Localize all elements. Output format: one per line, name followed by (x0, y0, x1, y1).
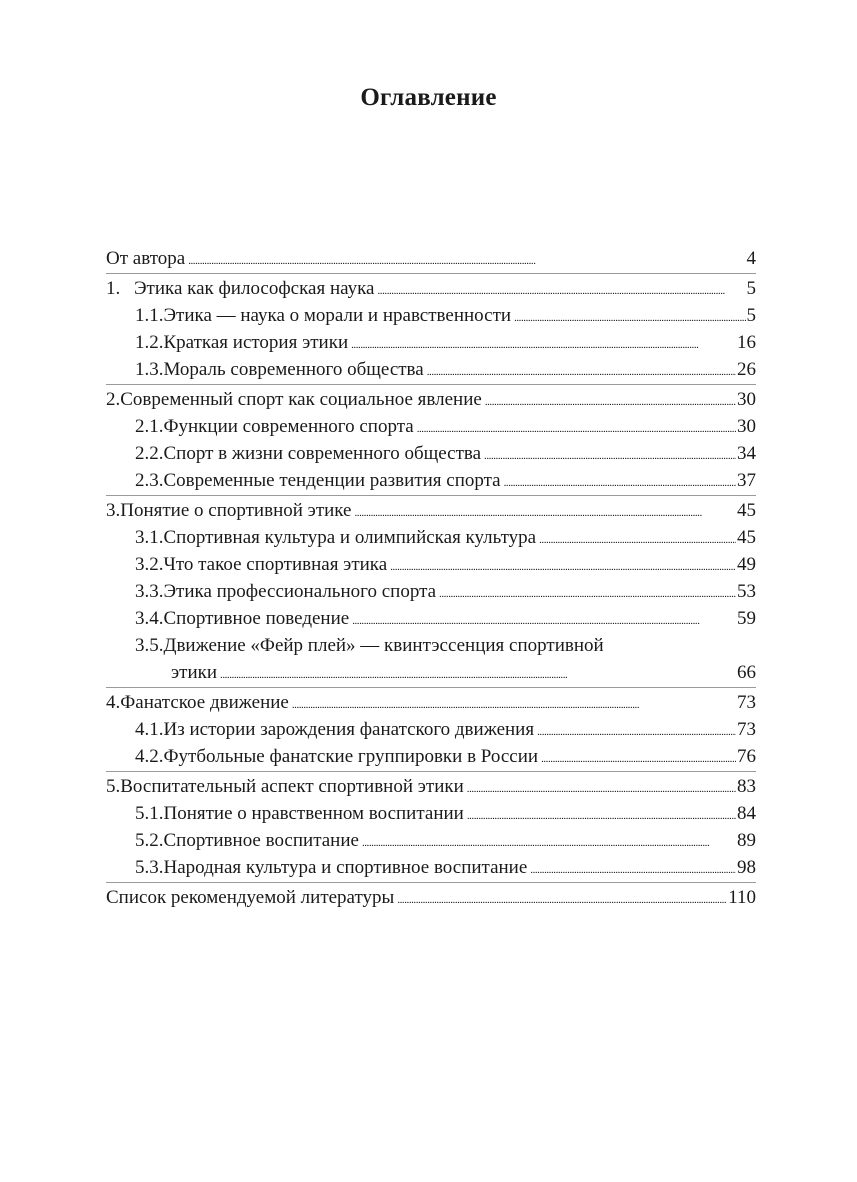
toc-entry-section-1-2[interactable] (106, 329, 756, 356)
toc-leader-dots (539, 524, 736, 554)
toc-group-chapter-1 (106, 273, 756, 384)
toc-entry-title: Народная культура и спортивное воспитание (163, 857, 528, 878)
toc-entry-title: Понятие о спортивной этике (120, 500, 352, 521)
toc-leader-dots (427, 356, 736, 386)
toc-entry-page: 5 (746, 278, 756, 299)
toc-entry-title: Спортивная культура и олимпийская культура (163, 527, 537, 548)
toc-leader-dots (417, 413, 736, 443)
toc-entry-page: 110 (728, 887, 756, 908)
toc-entry-number: 4. (106, 692, 121, 713)
toc-entry-title: Этика — наука о морали и нравственности (163, 305, 512, 326)
toc-entry-number: 1.1. (135, 305, 164, 326)
toc-entry-page: 66 (737, 662, 756, 683)
toc-entry-page: 73 (737, 692, 756, 713)
toc-entry-page: 73 (737, 719, 756, 740)
toc-leader-dots (362, 827, 736, 857)
toc-entry-section-4-2[interactable] (106, 743, 756, 770)
toc-leader-dots (530, 854, 736, 884)
toc-leader-dots (390, 551, 736, 581)
toc-entry-section-1-3[interactable] (106, 356, 756, 383)
toc-entry-number: 3. (106, 500, 121, 521)
toc-leader-dots (537, 716, 736, 746)
toc-entry-title: Спорт в жизни современного общества (163, 443, 482, 464)
toc-entry-page: 45 (737, 527, 756, 548)
toc-leader-dots (188, 245, 745, 275)
toc-entry-title: Футбольные фанатские группировки в России (163, 746, 539, 767)
page-title: Оглавление (360, 84, 497, 111)
toc-leader-dots (485, 386, 736, 416)
toc-entry-number: 3.3. (135, 581, 164, 602)
toc-entry-page: 4 (746, 248, 756, 269)
toc-leader-dots (354, 497, 736, 527)
toc-group-author (106, 244, 756, 273)
toc-entry-section-3-1[interactable] (106, 524, 756, 551)
toc-entry-number: 5.1. (135, 803, 164, 824)
toc-entry-section-2-1[interactable] (106, 413, 756, 440)
toc-entry-title: Что такое спортивная этика (163, 554, 388, 575)
toc-entry-title: От автора (106, 248, 186, 269)
toc-entry-number: 1.2. (135, 332, 164, 353)
toc-entry-page: 84 (737, 803, 756, 824)
toc-entry-title: Фанатское движение (120, 692, 289, 713)
toc-entry-title: Мораль современного общества (163, 359, 424, 380)
toc-group-chapter-4 (106, 687, 756, 771)
toc-entry-bibliography[interactable] (106, 884, 756, 911)
toc-leader-dots (467, 773, 736, 803)
toc-leader-dots (220, 659, 736, 689)
toc-entry-chapter-2[interactable] (106, 386, 756, 413)
toc-group-chapter-2 (106, 384, 756, 495)
toc-entry-page: 30 (737, 389, 756, 410)
toc-entry-number: 3.2. (135, 554, 164, 575)
toc-leader-dots (351, 329, 736, 359)
toc-entry-page: 76 (737, 746, 756, 767)
toc-entry-title: Современный спорт как социальное явление (120, 389, 482, 410)
toc-entry-title: Понятие о нравственном воспитании (163, 803, 464, 824)
toc-entry-page: 30 (737, 416, 756, 437)
toc-entry-section-1-1[interactable] (106, 302, 756, 329)
toc-group-bibliography (106, 882, 756, 912)
toc-entry-chapter-3[interactable] (106, 497, 756, 524)
toc-entry-section-2-3[interactable] (106, 467, 756, 494)
toc-entry-chapter-4[interactable] (106, 689, 756, 716)
toc-entry-title: Краткая история этики (163, 332, 349, 353)
toc-entry-page: 53 (737, 581, 756, 602)
toc-entry-title: Список рекомендуемой литературы (106, 887, 395, 908)
toc-entry-section-3-2[interactable] (106, 551, 756, 578)
toc-entry-number: 5. (106, 776, 121, 797)
toc-entry-page: 89 (737, 830, 756, 851)
toc-entry-title: Движение «Фейр плей» — квинтэссенция спортивной (163, 635, 604, 656)
toc-entry-page: 98 (737, 857, 756, 878)
toc-entry-number: 5.3. (135, 857, 164, 878)
toc-entry-number: 2.3. (135, 470, 164, 491)
toc-group-chapter-5 (106, 771, 756, 882)
toc-entry-chapter-5[interactable] (106, 773, 756, 800)
toc-entry-section-2-2[interactable] (106, 440, 756, 467)
toc-leader-dots (397, 884, 727, 914)
toc-entry-page: 59 (737, 608, 756, 629)
toc-group-chapter-3 (106, 495, 756, 687)
toc-entry-number: 1. (106, 278, 121, 299)
toc-entry-title: Спортивное воспитание (163, 830, 359, 851)
toc-entry-title: Спортивное поведение (163, 608, 350, 629)
toc-leader-dots (541, 743, 736, 773)
toc-entry-number: 2.1. (135, 416, 164, 437)
toc-entry-title: Этика профессионального спорта (163, 581, 437, 602)
toc-entry-page: 34 (737, 443, 756, 464)
toc-entry-title: Современные тенденции развития спорта (163, 470, 501, 491)
toc-leader-dots (514, 302, 745, 332)
toc-entry-section-3-3[interactable] (106, 578, 756, 605)
toc-entry-chapter-1[interactable] (106, 275, 756, 302)
toc-entry-title: Функции современного спорта (163, 416, 414, 437)
toc-entry-section-5-3[interactable] (106, 854, 756, 881)
toc-leader-dots (467, 800, 736, 830)
toc-entry-section-4-1[interactable] (106, 716, 756, 743)
toc-entry-number: 5.2. (135, 830, 164, 851)
toc-entry-section-3-4[interactable] (106, 605, 756, 632)
toc-entry-number: 2.2. (135, 443, 164, 464)
toc-leader-dots (378, 275, 746, 305)
toc-entry-page: 5 (746, 305, 756, 326)
toc-entry-page: 45 (737, 500, 756, 521)
toc-entry-page: 49 (737, 554, 756, 575)
toc-entry-title-continued: этики (171, 662, 218, 683)
toc-leader-dots (504, 467, 736, 497)
toc-entry-number: 3.1. (135, 527, 164, 548)
toc-entry-page: 26 (737, 359, 756, 380)
toc-entry-page: 16 (737, 332, 756, 353)
toc-leader-dots (439, 578, 736, 608)
toc-entry-title: Из истории зарождения фанатского движения (163, 719, 535, 740)
toc-leader-dots (292, 689, 736, 719)
toc-entry-number: 1.3. (135, 359, 164, 380)
toc-entry-section-3-5[interactable] (106, 632, 756, 686)
toc-leader-dots (352, 605, 736, 635)
toc-entry-section-5-1[interactable] (106, 800, 756, 827)
toc-entry-number: 2. (106, 389, 121, 410)
toc-entry-number: 4.1. (135, 719, 164, 740)
toc-entry-page: 37 (737, 470, 756, 491)
toc-entry-number: 3.5. (135, 635, 164, 656)
toc-entry-page: 83 (737, 776, 756, 797)
toc-entry-title: Этика как философская наука (134, 278, 375, 299)
toc-entry-author[interactable] (106, 245, 756, 272)
toc-leader-dots (484, 440, 736, 470)
toc-entry-number: 3.4. (135, 608, 164, 629)
toc-entry-number: 4.2. (135, 746, 164, 767)
toc-entry-section-5-2[interactable] (106, 827, 756, 854)
toc-entry-title: Воспитательный аспект спортивной этики (120, 776, 464, 797)
table-of-contents (106, 244, 756, 912)
